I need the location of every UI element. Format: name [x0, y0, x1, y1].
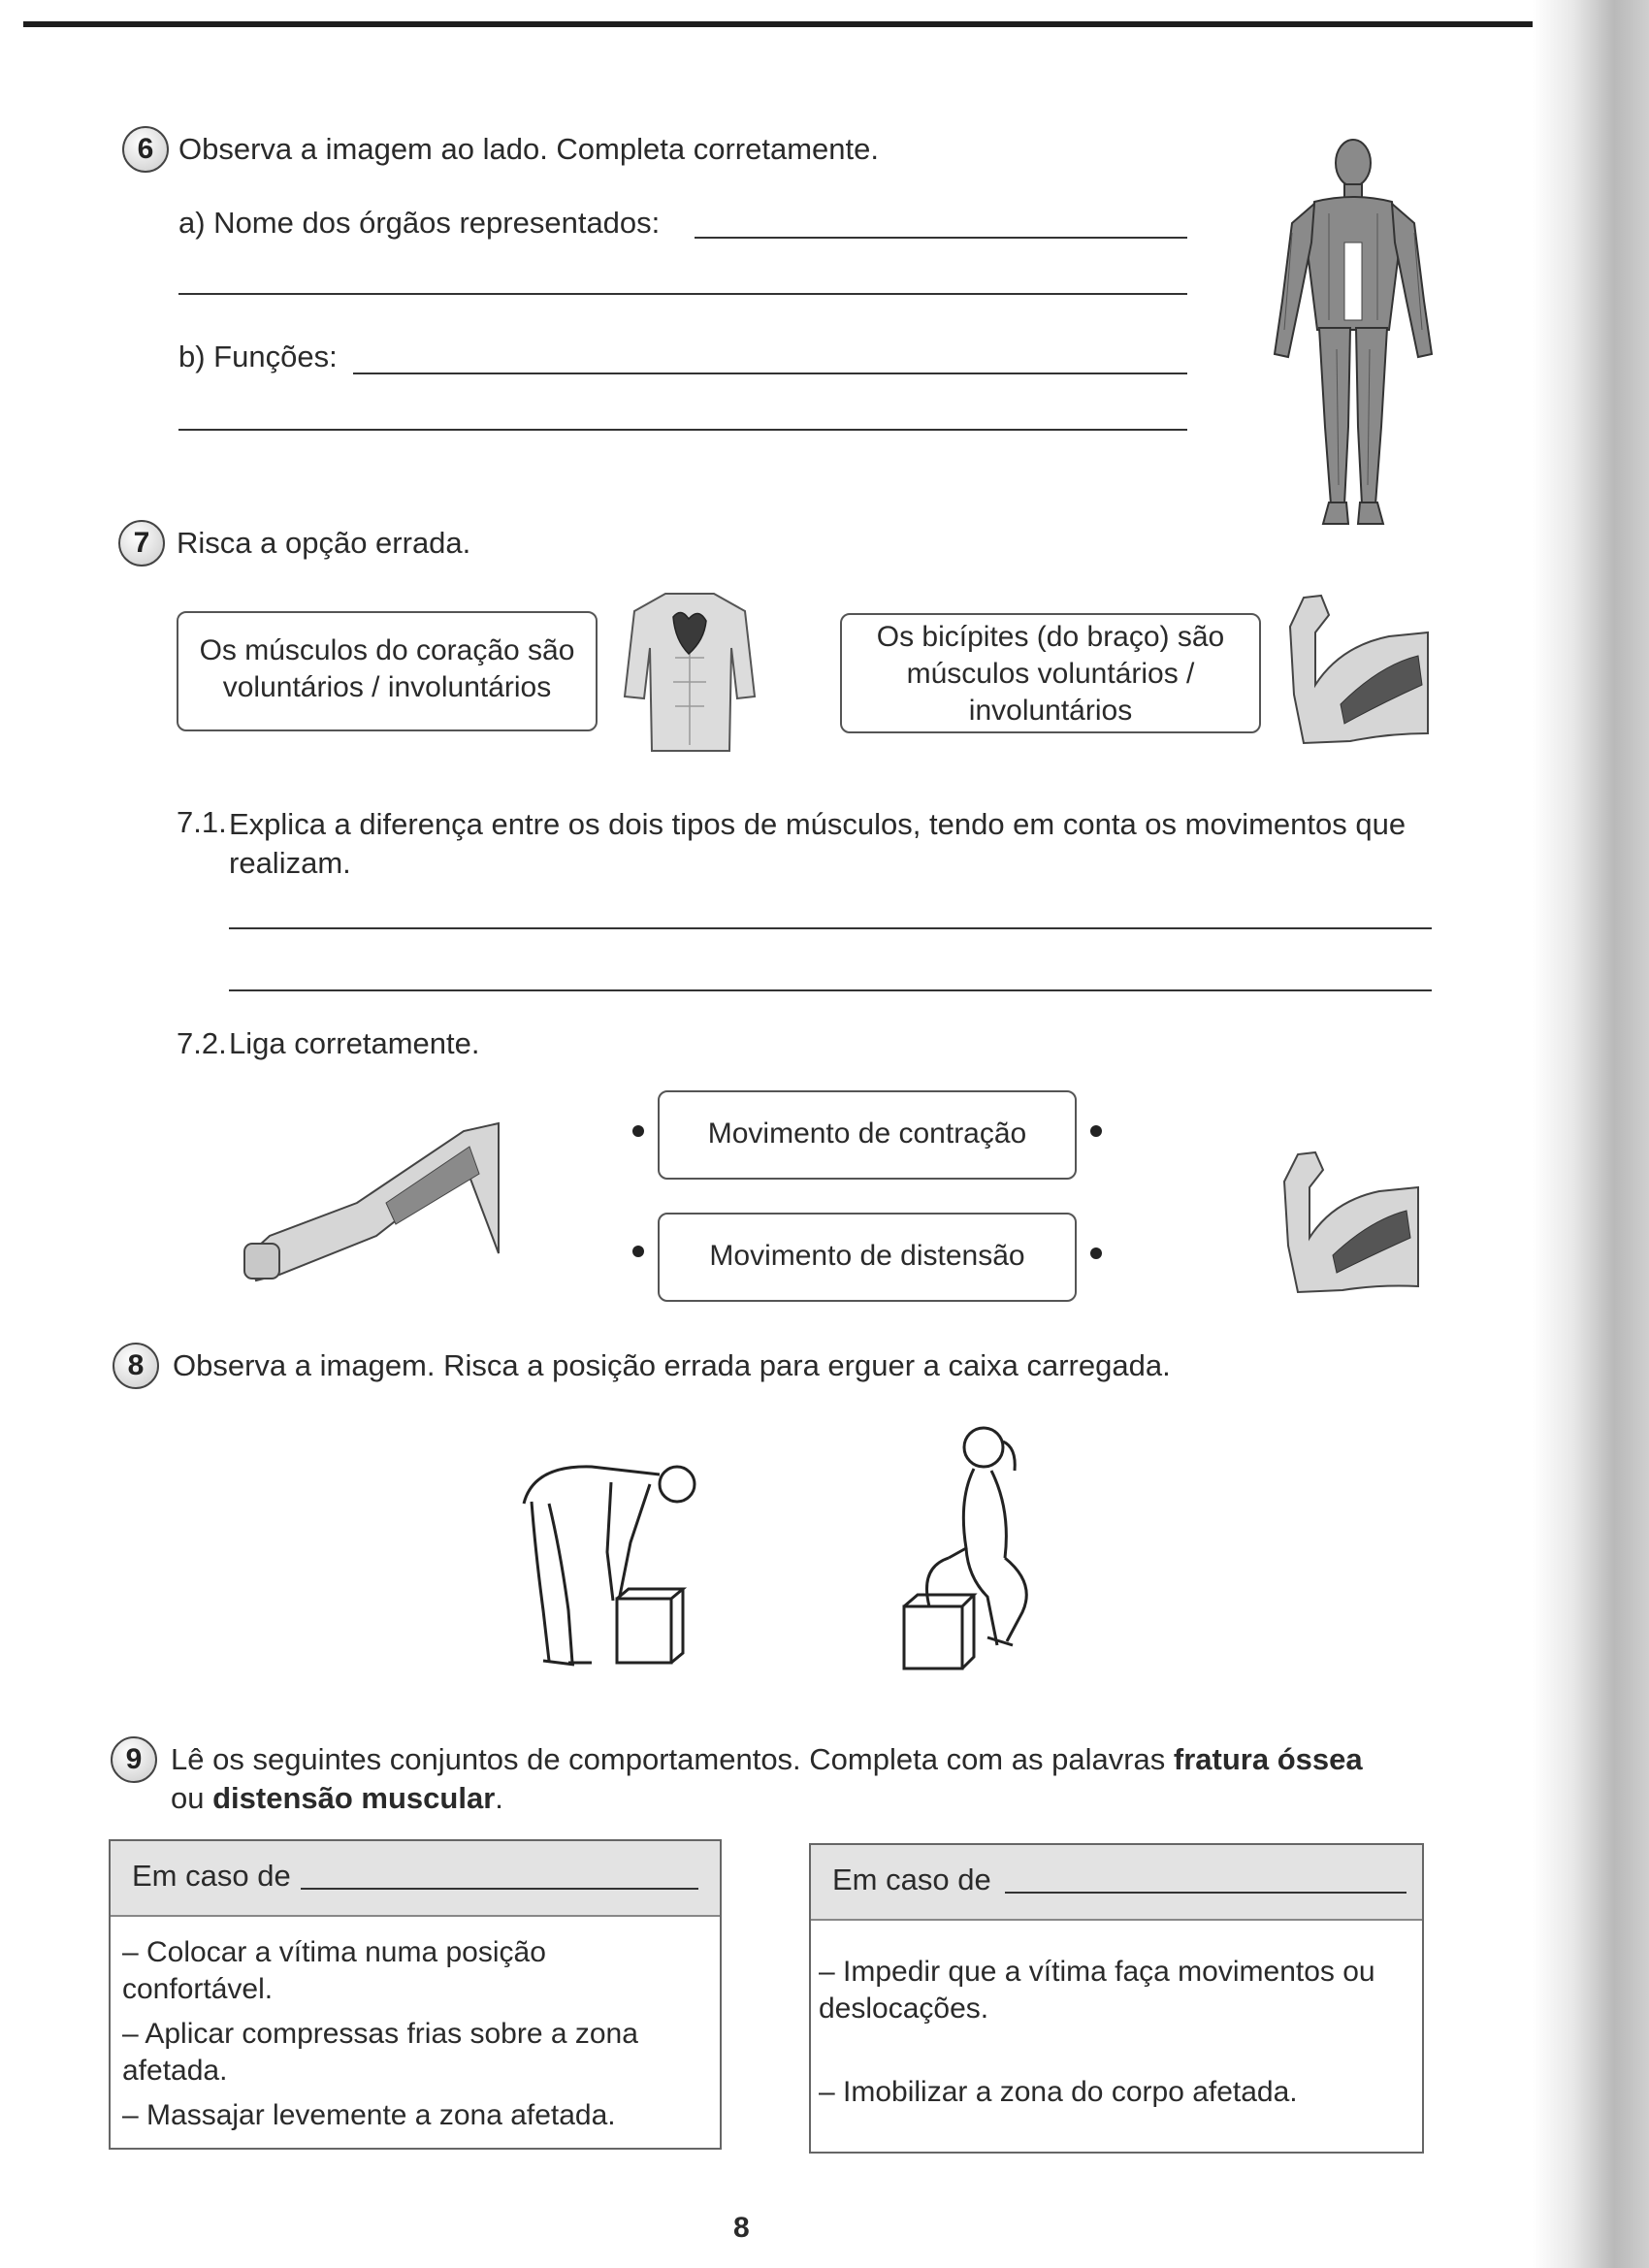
question-9-number: 9 — [111, 1736, 157, 1783]
answer-line-7-1-1[interactable] — [229, 927, 1432, 929]
match-box-distension — [658, 1213, 1077, 1302]
card-1-item-1: – Colocar a vítima numa posição confortável. — [122, 1936, 546, 2005]
question-9-prompt — [171, 1740, 1441, 1818]
squatting-lifting-figure — [890, 1412, 1046, 1680]
first-aid-card-1 — [109, 1839, 722, 2150]
answer-line-6b-2[interactable] — [178, 429, 1187, 431]
question-8-number: 8 — [113, 1343, 159, 1389]
question-9-joiner: ou — [171, 1781, 205, 1815]
answer-line-6a-2[interactable] — [178, 293, 1187, 295]
question-7-2-number: 7.2. — [177, 1026, 227, 1060]
keyword-distensao-muscular: distensão muscular — [212, 1781, 496, 1815]
match-dot-right-2[interactable] — [1090, 1247, 1102, 1259]
match-dot-left-2[interactable] — [632, 1246, 644, 1257]
first-aid-card-2 — [809, 1843, 1424, 2154]
flexed-arm-illustration — [1282, 588, 1438, 755]
question-7-2-text: Liga corretamente. — [229, 1026, 480, 1060]
question-9-end: . — [495, 1781, 503, 1815]
question-7-1-text: Explica a diferença entre os dois tipos de músculos, tendo em conta os movimentos que realizam. — [229, 807, 1406, 880]
question-6a-label: a) Nome dos órgãos representados: — [178, 206, 661, 240]
card-2-item-2: – Imobilizar a zona do corpo afetada. — [819, 2076, 1298, 2108]
page-binding-shadow — [1533, 0, 1649, 2268]
page-number: 8 — [733, 2212, 750, 2244]
match-dot-left-1[interactable] — [632, 1125, 644, 1137]
question-7-prompt: Risca a opção errada. — [177, 526, 471, 560]
heart-muscle-statement-box — [177, 611, 598, 731]
page-top-edge — [23, 21, 1633, 27]
card-1-item-3: – Massajar levemente a zona afetada. — [122, 2099, 616, 2131]
question-8-prompt: Observa a imagem. Risca a posição errada para erguer a caixa carregada. — [173, 1348, 1171, 1382]
card-1-heading: Em caso de — [132, 1859, 291, 1893]
match-distension-label: Movimento de distensão — [709, 1240, 1025, 1272]
card-2-header — [811, 1845, 1422, 1921]
flexed-arm-illustration-2 — [1278, 1145, 1424, 1304]
biceps-statement-box — [840, 613, 1261, 733]
answer-line-6a-1[interactable] — [695, 237, 1187, 239]
answer-line-7-1-2[interactable] — [229, 989, 1432, 991]
bent-back-lifting-figure — [514, 1445, 708, 1678]
card-1-answer-line[interactable] — [301, 1888, 698, 1890]
card-1-item-2: – Aplicar compressas frias sobre a zona afetada. — [122, 2018, 638, 2087]
heart-muscle-statement: Os músculos do coração são voluntários / involuntários — [199, 634, 575, 703]
torso-heart-illustration — [617, 590, 762, 755]
question-7-number: 7 — [118, 520, 165, 567]
card-2-heading: Em caso de — [832, 1863, 991, 1896]
match-box-contraction — [658, 1090, 1077, 1180]
card-2-item-1: – Impedir que a vítima faça movimentos ou deslocações. — [819, 1956, 1375, 2025]
card-2-answer-line[interactable] — [1005, 1892, 1406, 1894]
card-1-header — [111, 1841, 720, 1917]
question-9-prompt-start: Lê os seguintes conjuntos de comportamentos. Completa com as palavras — [171, 1742, 1166, 1776]
muscular-system-figure — [1261, 136, 1445, 534]
question-6-number: 6 — [122, 126, 169, 173]
biceps-statement: Os bicípites (do braço) são músculos voluntários / involuntários — [876, 621, 1225, 727]
question-7-1-number: 7.1. — [177, 805, 227, 839]
question-6-prompt: Observa a imagem ao lado. Completa corretamente. — [178, 132, 879, 166]
keyword-fratura-ossea: fratura óssea — [1173, 1742, 1363, 1776]
match-dot-right-1[interactable] — [1090, 1125, 1102, 1137]
answer-line-6b-1[interactable] — [353, 373, 1187, 374]
match-contraction-label: Movimento de contração — [707, 1118, 1027, 1150]
extended-arm-illustration — [241, 1119, 504, 1282]
question-6b-label: b) Funções: — [178, 340, 338, 373]
